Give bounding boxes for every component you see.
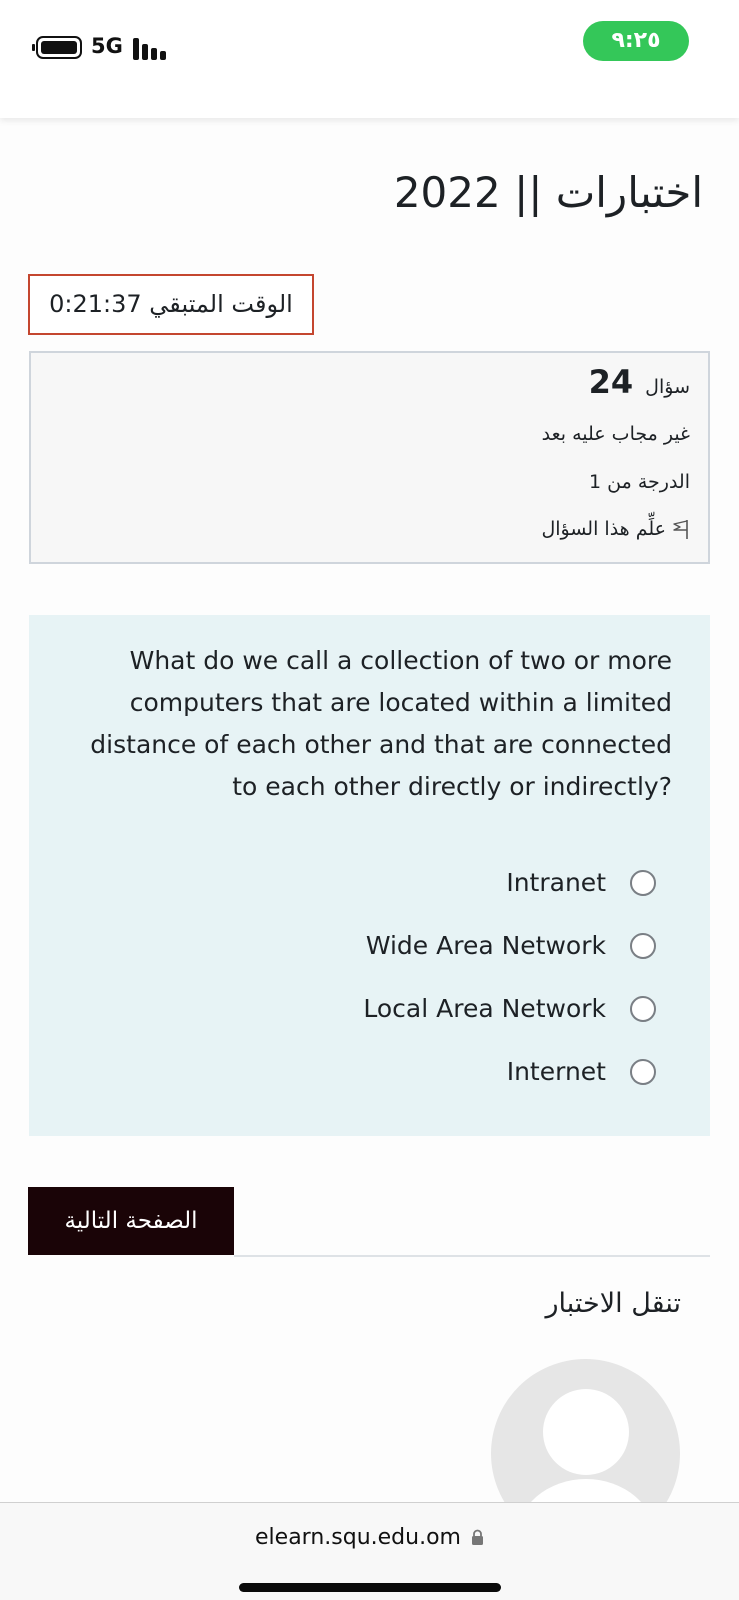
quiz-navigation-heading: تنقل الاختبار (545, 1288, 681, 1319)
answer-option-label[interactable]: Wide Area Network (365, 931, 606, 960)
question-label: سؤال (645, 376, 690, 398)
status-time[interactable]: ٩:٢٥ (583, 21, 689, 61)
time-remaining: الوقت المتبقي 0:21:37 (28, 274, 314, 335)
answer-option[interactable] (363, 914, 656, 977)
radio-button[interactable] (630, 870, 656, 896)
question-info-panel (29, 351, 710, 564)
status-bar (0, 0, 739, 118)
browser-address-bar[interactable] (0, 1502, 739, 1600)
radio-button[interactable] (630, 996, 656, 1022)
network-type: 5G (91, 34, 123, 58)
question-text: What do we call a collection of two or more computers that are located within a limited distance of each other and that are connected to each other directly or indirectly? (90, 646, 672, 801)
question-state: غير مجاب عليه بعد (541, 423, 690, 445)
question-content (29, 615, 710, 1136)
answer-options (363, 851, 656, 1103)
lock-icon (471, 1529, 484, 1546)
answer-option[interactable] (363, 851, 656, 914)
answer-option[interactable] (363, 977, 656, 1040)
question-number (589, 363, 690, 401)
radio-button[interactable] (630, 933, 656, 959)
next-page-button[interactable]: الصفحة التالية (28, 1187, 234, 1255)
url-text[interactable]: elearn.squ.edu.om (255, 1525, 461, 1550)
answer-option-label[interactable]: Local Area Network (363, 994, 606, 1023)
flag-icon (672, 518, 690, 540)
answer-option[interactable] (363, 1040, 656, 1103)
flag-question-link[interactable] (541, 518, 690, 540)
home-indicator[interactable] (239, 1583, 501, 1592)
signal-icon (133, 38, 169, 60)
battery-icon (36, 36, 82, 59)
question-number-value: 24 (588, 363, 634, 401)
answer-option-label[interactable]: Internet (506, 1057, 606, 1086)
page-title: اختبارات || 2022 (393, 168, 703, 217)
radio-button[interactable] (630, 1059, 656, 1085)
flag-question-label: علِّم هذا السؤال (541, 518, 666, 540)
divider (234, 1255, 710, 1257)
question-grade: الدرجة من 1 (589, 471, 690, 493)
address-display[interactable] (0, 1525, 739, 1550)
answer-option-label[interactable]: Intranet (506, 868, 606, 897)
